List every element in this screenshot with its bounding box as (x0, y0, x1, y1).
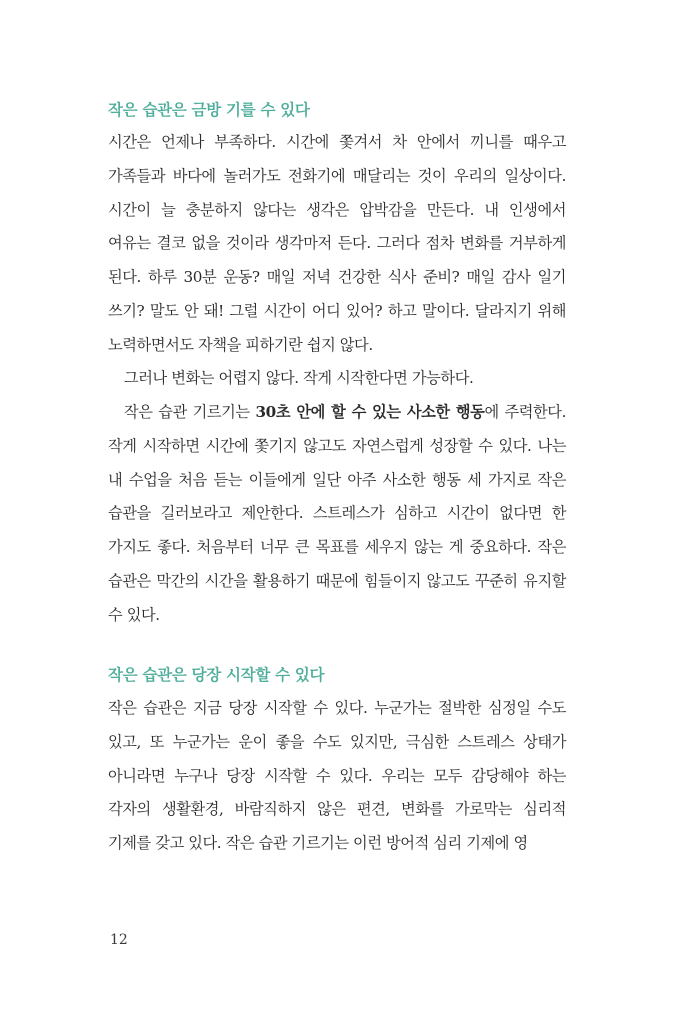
paragraph-time-pressure: 시간은 언제나 부족하다. 시간에 쫓겨서 차 안에서 끼니를 때우고 가족들과 바다에 놀러가도 전화기에 매달리는 것이 우리의 일상이다. 시간이 늘 충분하지 않다는 생각은 압박감을 만든다. 내 인생에서 여유는 결코 없을 것이라 생각마저 든다. 그러다 점차 변화를 거부하게 된다. 하루 30분 운동? 매일 저녁 건강한 식사 준비? 매일 감사 일기 쓰기? 말도 안 돼! 그럴 시간이 어디 있어? 하고 말이다. 달라지기 위해 노력하면서도 자책을 피하기란 쉽지 않다. (108, 133, 566, 354)
paragraph-start-right-now: 작은 습관은 지금 당장 시작할 수 있다. 누군가는 절박한 심정일 수도 있고, 또 누군가는 운이 좋을 수도 있지만, 극심한 스트레스 상태가 아니라면 누구나 당장 시작할 수 있다. 우리는 모두 감당해야 하는 각자의 생활환경, 바람직하지 않은 편견, 변화를 가로막는 심리적 기제를 갖고 있다. 작은 습관 기르기는 이런 방어적 심리 기제에 영 (108, 699, 566, 853)
emphasis-30-second-action: 30초 안에 할 수 있는 사소한 행동 (255, 403, 485, 421)
section-heading-small-habits-quick: 작은 습관은 금방 기를 수 있다 (108, 101, 310, 119)
paragraph-text-rest: 에 주력한다. 작게 시작하면 시간에 쫓기지 않고도 자연스럽게 성장할 수 있다. 나는 내 수업을 처음 듣는 이들에게 일단 아주 사소한 행동 세 가지로 작은 습관을 길러보라고 제안한다. 스트레스가 심하고 시간이 없다면 한 가지도 좋다. 처음부터 너무 큰 목표를 세우지 않는 게 중요하다. 작은 습관은 막간의 시간을 활용하기 때문에 힘들이지 않고도 꾸준히 유지할 수 있다. (108, 403, 567, 624)
paragraph-text-lead: 작은 습관 기르기는 (124, 403, 256, 421)
page-number: 12 (110, 932, 128, 948)
section-heading-start-now: 작은 습관은 당장 시작할 수 있다 (108, 666, 325, 684)
paragraph-change-not-hard: 그러나 변화는 어렵지 않다. 작게 시작한다면 가능하다. (124, 369, 474, 387)
paragraph-30-second-actions (108, 396, 566, 633)
